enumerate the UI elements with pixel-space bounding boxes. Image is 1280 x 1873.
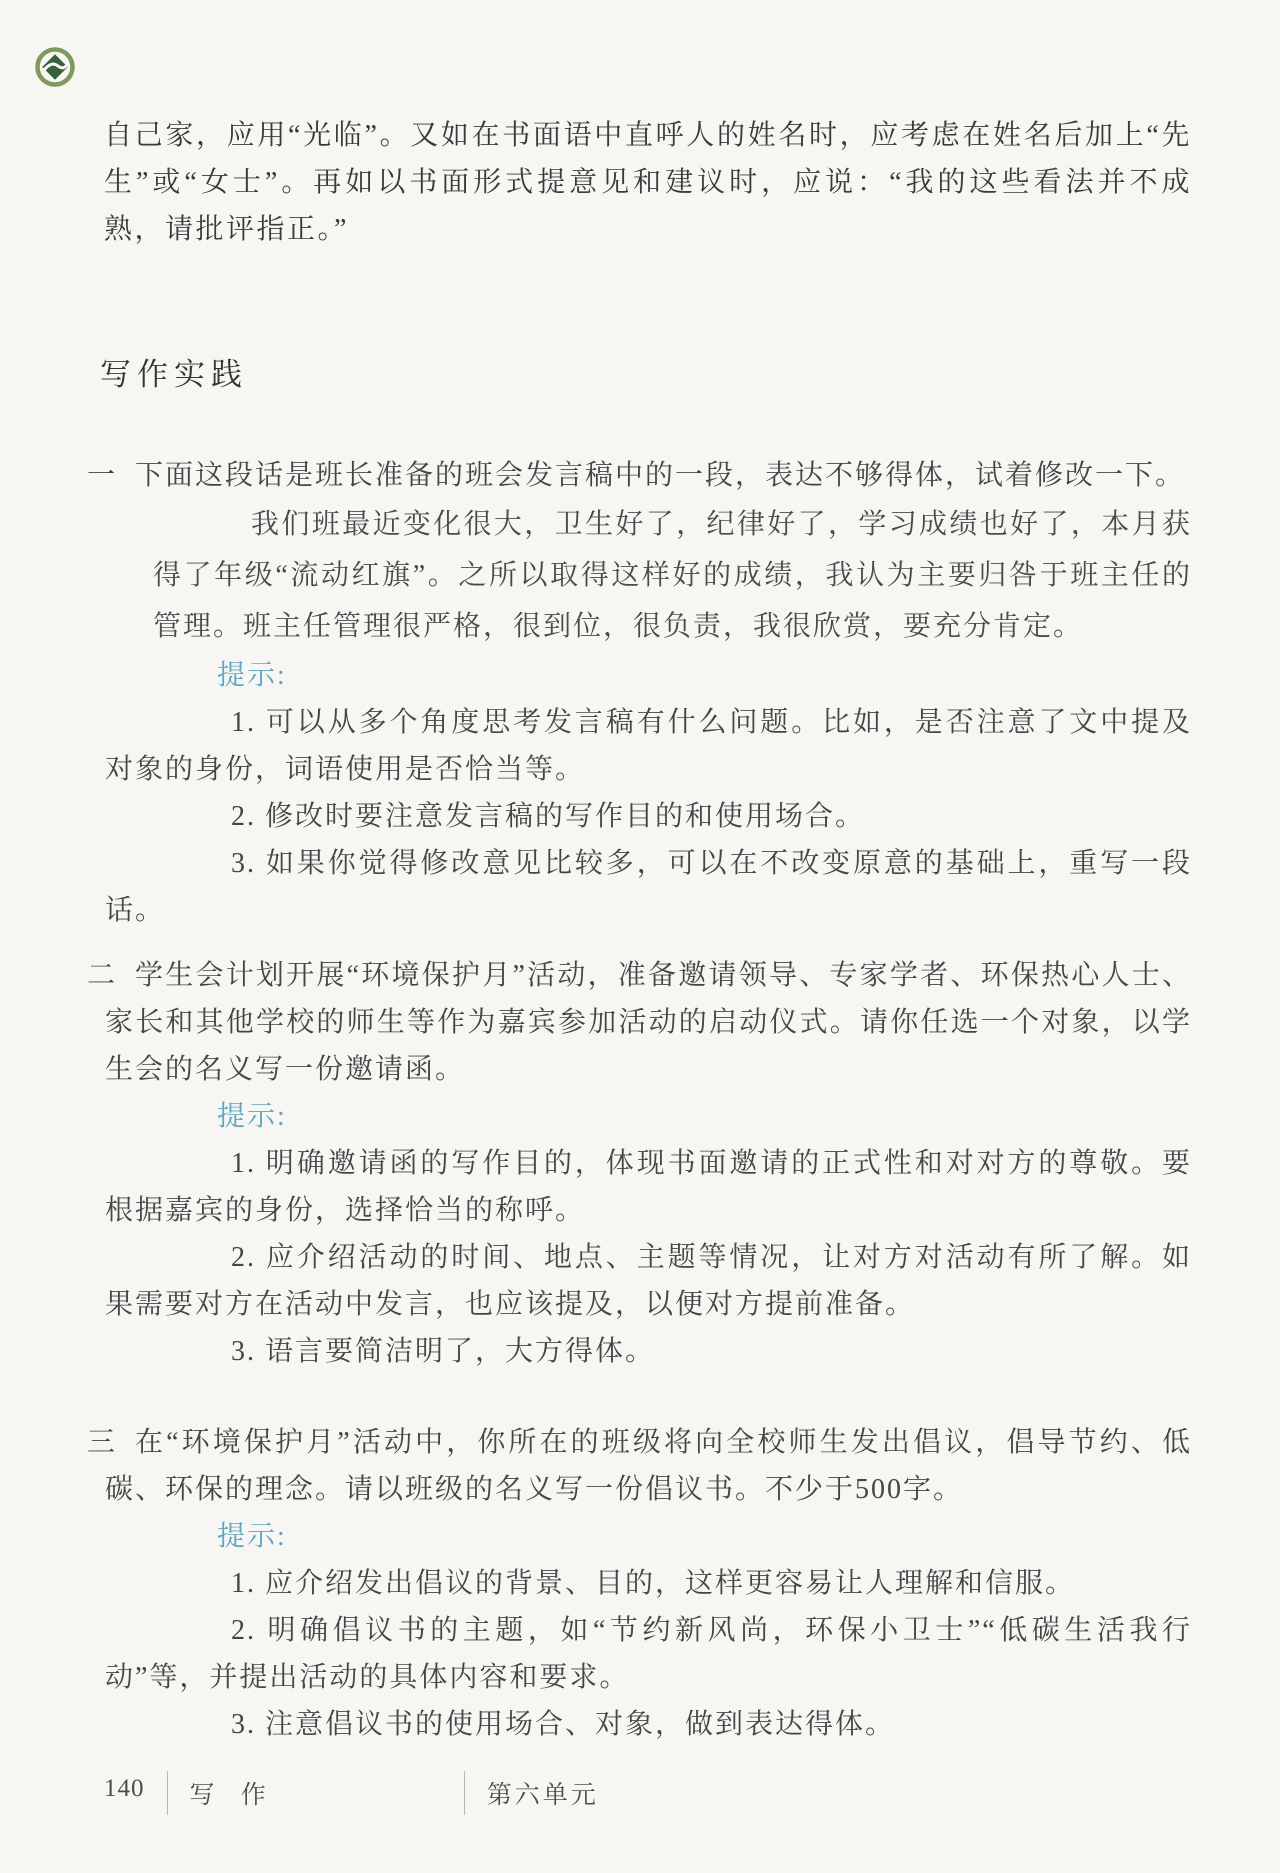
exercise-1-number: 一 xyxy=(87,460,118,491)
exercise-2 xyxy=(87,952,1192,1375)
page-footer xyxy=(104,1775,599,1815)
exercise-1-hint-label: 提示: xyxy=(217,660,287,691)
footer-unit-label: 第六单元 xyxy=(486,1782,599,1809)
exercise-1-hint-item: 3. 如果你觉得修改意见比较多，可以在不改变原意的基础上，重写一段话。 xyxy=(105,848,1192,926)
section-heading: 写作实践 xyxy=(100,357,248,392)
exercise-2-hint-item: 1. 明确邀请函的写作目的，体现书面邀请的正式性和对对方的尊敬。要根据嘉宾的身份，选择恰当的称呼。 xyxy=(105,1148,1192,1226)
exercise-2-hint-label: 提示: xyxy=(217,1101,287,1132)
exercise-2-hint-item: 3. 语言要简洁明了，大方得体。 xyxy=(231,1336,656,1367)
exercise-3 xyxy=(87,1419,1192,1748)
footer-divider xyxy=(167,1771,168,1815)
exercise-1-prompt: 下面这段话是班长准备的班会发言稿中的一段，表达不够得体，试着修改一下。 xyxy=(135,460,1186,491)
exercise-1-hint-item: 1. 可以从多个角度思考发言稿有什么问题。比如，是否注意了文中提及对象的身份，词语使用是否恰当等。 xyxy=(105,707,1192,785)
exercise-1-hint-item: 2. 修改时要注意发言稿的写作目的和使用场合。 xyxy=(231,801,866,832)
intro-paragraph: 自己家，应用“光临”。又如在书面语中直呼人的姓名时，应考虑在姓名后加上“先生”或“女士”。再如以书面形式提意见和建议时，应说：“我的这些看法并不成熟，请批评指正。” xyxy=(104,120,1192,245)
exercise-3-number: 三 xyxy=(87,1427,118,1458)
logo-svg xyxy=(34,46,76,88)
exercise-3-hint-label: 提示: xyxy=(217,1521,287,1552)
exercise-3-hint-item: 3. 注意倡议书的使用场合、对象，做到表达得体。 xyxy=(231,1709,896,1740)
exercise-3-hint-item: 2. 明确倡议书的主题，如“节约新风尚，环保小卫士”“低碳生活我行动”等，并提出活动的具体内容和要求。 xyxy=(105,1615,1192,1693)
footer-section-label: 写 作 xyxy=(189,1782,276,1809)
exercise-3-hint-item: 1. 应介绍发出倡议的背景、目的，这样更容易让人理解和信服。 xyxy=(231,1568,1076,1599)
exercise-2-prompt: 学生会计划开展“环境保护月”活动，准备邀请领导、专家学者、环保热心人士、家长和其他学校的师生等作为嘉宾参加活动的启动仪式。请你任选一个对象，以学生会的名义写一份邀请函。 xyxy=(105,960,1192,1085)
exercise-1 xyxy=(87,452,1192,934)
exercise-2-hint-item: 2. 应介绍活动的时间、地点、主题等情况，让对方对活动有所了解。如果需要对方在活动中发言，也应该提及，以便对方提前准备。 xyxy=(105,1242,1192,1320)
footer-divider xyxy=(464,1771,465,1815)
page-number: 140 xyxy=(104,1775,145,1802)
exercise-2-number: 二 xyxy=(87,960,118,991)
exercise-3-prompt: 在“环境保护月”活动中，你所在的班级将向全校师生发出倡议，倡导节约、低碳、环保的理念。请以班级的名义写一份倡议书。不少于500字。 xyxy=(105,1427,1192,1505)
exercise-1-quote: 我们班最近变化很大，卫生好了，纪律好了，学习成绩也好了，本月获得了年级“流动红旗”。之所以取得这样好的成绩，我认为主要归咎于班主任的管理。班主任管理很严格，很到位，很负责，我很欣赏，要充分肯定。 xyxy=(153,509,1192,642)
publisher-book-logo-icon xyxy=(34,46,76,88)
